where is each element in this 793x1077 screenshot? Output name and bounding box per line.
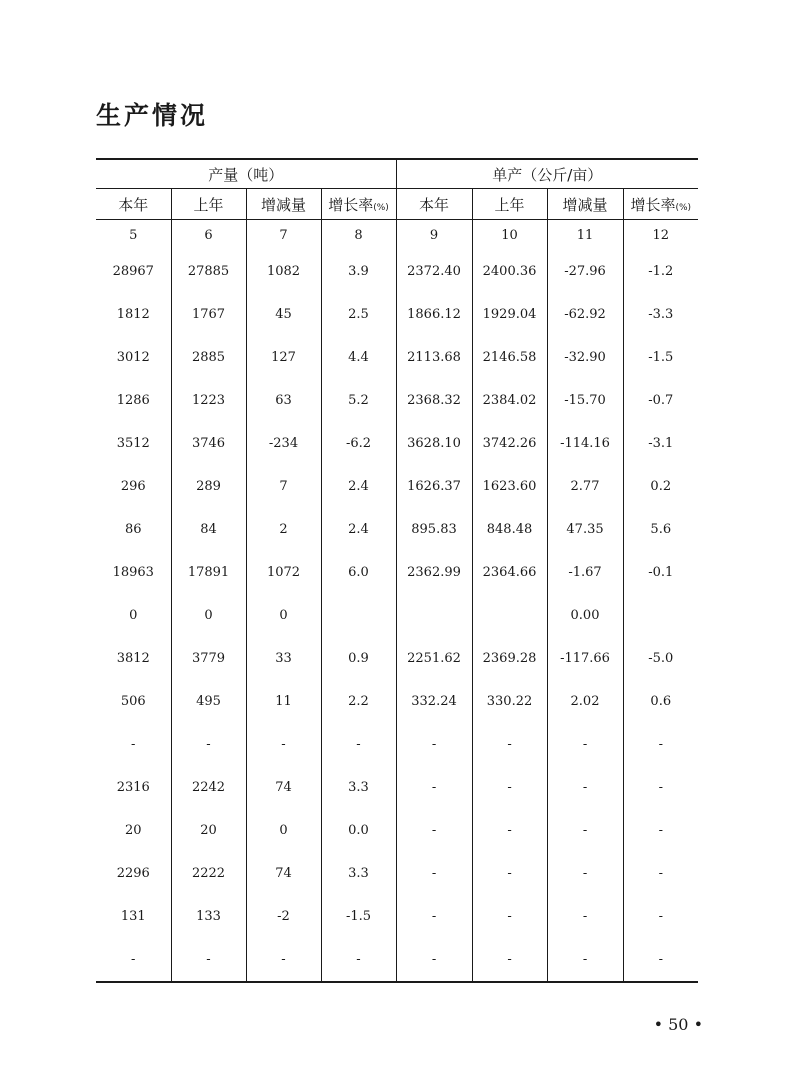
table-cell: - bbox=[472, 809, 547, 852]
table-cell: 28967 bbox=[112, 264, 154, 279]
table-row bbox=[96, 895, 698, 938]
table-cell: 2384.02 bbox=[472, 379, 547, 422]
table-cell: -0.1 bbox=[623, 551, 698, 594]
column-header bbox=[96, 189, 171, 220]
table-cell: - bbox=[623, 895, 698, 938]
table-cell: - bbox=[246, 723, 321, 766]
group-header-row bbox=[96, 159, 698, 189]
table-cell: - bbox=[396, 809, 472, 852]
column-number: 10 bbox=[472, 220, 547, 251]
table-cell: 17891 bbox=[171, 551, 246, 594]
table-cell: - bbox=[171, 723, 246, 766]
table-cell: 2368.32 bbox=[396, 379, 472, 422]
table-cell: 506 bbox=[120, 694, 146, 709]
table-cell: 296 bbox=[120, 479, 146, 494]
table-cell bbox=[472, 594, 547, 637]
table-cell: 3812 bbox=[116, 651, 150, 666]
table-cell bbox=[321, 594, 396, 637]
table-row bbox=[96, 250, 698, 293]
table-row bbox=[96, 422, 698, 465]
table-cell: 3012 bbox=[116, 350, 150, 365]
table-cell: - bbox=[472, 938, 547, 982]
table-cell: - bbox=[547, 938, 623, 982]
table-cell: - bbox=[623, 938, 698, 982]
table-cell: 74 bbox=[246, 852, 321, 895]
table-row bbox=[96, 680, 698, 723]
table-row bbox=[96, 723, 698, 766]
table-cell: -0.7 bbox=[623, 379, 698, 422]
table-cell: 2.77 bbox=[547, 465, 623, 508]
column-header bbox=[171, 189, 246, 220]
table-cell: - bbox=[131, 737, 136, 752]
table-cell: 5.2 bbox=[321, 379, 396, 422]
table-cell: 86 bbox=[124, 522, 142, 537]
table-cell: 133 bbox=[171, 895, 246, 938]
table-cell: - bbox=[623, 809, 698, 852]
column-number: 12 bbox=[623, 220, 698, 251]
table-cell: -3.1 bbox=[623, 422, 698, 465]
table-cell: - bbox=[623, 723, 698, 766]
table-cell: 2.4 bbox=[321, 465, 396, 508]
table-cell: -5.0 bbox=[623, 637, 698, 680]
table-cell: -1.5 bbox=[321, 895, 396, 938]
table-cell: 20 bbox=[171, 809, 246, 852]
table-cell: 1626.37 bbox=[396, 465, 472, 508]
table-row bbox=[96, 551, 698, 594]
table-cell: - bbox=[96, 938, 171, 982]
table-cell: 895.83 bbox=[396, 508, 472, 551]
table-cell: 2364.66 bbox=[472, 551, 547, 594]
column-header-label: 增长率 bbox=[328, 195, 374, 214]
table-row bbox=[96, 766, 698, 809]
table-cell: 330.22 bbox=[472, 680, 547, 723]
table-cell: 0 bbox=[171, 594, 246, 637]
page-number: • 50 • bbox=[653, 1015, 703, 1034]
table-cell: - bbox=[171, 938, 246, 982]
table-cell: 2296 bbox=[116, 866, 150, 881]
table-row bbox=[96, 379, 698, 422]
table-row bbox=[96, 637, 698, 680]
column-number: 8 bbox=[321, 220, 396, 251]
column-number: 7 bbox=[246, 220, 321, 251]
table-cell: 33 bbox=[246, 637, 321, 680]
table-row bbox=[96, 465, 698, 508]
table-cell: 1082 bbox=[246, 250, 321, 293]
table-cell: - bbox=[623, 852, 698, 895]
table-cell: 1072 bbox=[246, 551, 321, 594]
table-cell: 0 bbox=[246, 809, 321, 852]
table-cell: 3628.10 bbox=[396, 422, 472, 465]
table-cell: 2.02 bbox=[547, 680, 623, 723]
table-cell: - bbox=[396, 852, 472, 895]
column-number-row bbox=[96, 220, 698, 251]
table-cell: 3512 bbox=[116, 436, 150, 451]
column-number: 9 bbox=[396, 220, 472, 251]
table-cell bbox=[396, 594, 472, 637]
table-cell: 20 bbox=[124, 823, 142, 838]
table-cell: 1623.60 bbox=[472, 465, 547, 508]
column-number: 5 bbox=[129, 227, 138, 243]
column-header-label: 增长率 bbox=[630, 195, 676, 214]
table-cell: - bbox=[547, 852, 623, 895]
table-cell: 2400.36 bbox=[472, 250, 547, 293]
table-row bbox=[96, 852, 698, 895]
group-header-output: 产量（吨） bbox=[96, 159, 396, 189]
table-cell: -27.96 bbox=[547, 250, 623, 293]
table-cell: 3742.26 bbox=[472, 422, 547, 465]
column-header bbox=[246, 189, 321, 220]
table-cell: 1223 bbox=[171, 379, 246, 422]
column-header-label: 本年 bbox=[118, 195, 149, 214]
table-cell: -1.2 bbox=[623, 250, 698, 293]
column-number: 6 bbox=[171, 220, 246, 251]
table-cell: 2113.68 bbox=[396, 336, 472, 379]
table-cell: -117.66 bbox=[547, 637, 623, 680]
table-row bbox=[96, 336, 698, 379]
column-header bbox=[321, 189, 396, 220]
table-cell: - bbox=[547, 766, 623, 809]
column-header-label: 增减量 bbox=[260, 195, 306, 214]
table-cell: -62.92 bbox=[547, 293, 623, 336]
table-cell: 2369.28 bbox=[472, 637, 547, 680]
table-cell: 3.3 bbox=[321, 766, 396, 809]
table-cell: -32.90 bbox=[547, 336, 623, 379]
table-cell: - bbox=[547, 809, 623, 852]
table-cell: 131 bbox=[120, 909, 146, 924]
table-cell: -6.2 bbox=[321, 422, 396, 465]
table-cell: 848.48 bbox=[472, 508, 547, 551]
column-header-unit: (%) bbox=[373, 202, 389, 213]
table-cell: - bbox=[396, 938, 472, 982]
table-cell: - bbox=[623, 766, 698, 809]
column-header-label: 上年 bbox=[193, 195, 224, 214]
column-header-label: 增减量 bbox=[562, 195, 608, 214]
table-cell: 3.9 bbox=[321, 250, 396, 293]
table-cell: 45 bbox=[246, 293, 321, 336]
table-cell: -1.5 bbox=[623, 336, 698, 379]
table-cell: - bbox=[472, 723, 547, 766]
table-cell: 74 bbox=[246, 766, 321, 809]
table-cell: 2372.40 bbox=[396, 250, 472, 293]
table-cell: - bbox=[547, 723, 623, 766]
table-cell: 0.0 bbox=[321, 809, 396, 852]
table-cell: 332.24 bbox=[396, 680, 472, 723]
table-cell: 0 bbox=[129, 608, 138, 623]
table-cell: 495 bbox=[171, 680, 246, 723]
table-cell: - bbox=[472, 766, 547, 809]
table-cell: - bbox=[396, 895, 472, 938]
column-header bbox=[547, 189, 623, 220]
group-header-yield: 单产（公斤/亩） bbox=[396, 159, 698, 189]
table-cell: -1.67 bbox=[547, 551, 623, 594]
column-header-row bbox=[96, 189, 698, 220]
table-cell: - bbox=[472, 852, 547, 895]
table-row bbox=[96, 508, 698, 551]
column-header-label: 本年 bbox=[419, 195, 450, 214]
table-cell: 18963 bbox=[112, 565, 154, 580]
table-cell: -114.16 bbox=[547, 422, 623, 465]
table-cell: 289 bbox=[171, 465, 246, 508]
table-cell: 3746 bbox=[171, 422, 246, 465]
table-cell: 2146.58 bbox=[472, 336, 547, 379]
table-cell: 1812 bbox=[116, 307, 150, 322]
column-number: 11 bbox=[547, 220, 623, 251]
table-cell: 2251.62 bbox=[396, 637, 472, 680]
page-title: 生产情况 bbox=[96, 101, 209, 130]
table-cell: 4.4 bbox=[321, 336, 396, 379]
table-cell: 5.6 bbox=[623, 508, 698, 551]
table-row bbox=[96, 938, 698, 982]
table-cell: 127 bbox=[246, 336, 321, 379]
table-cell: - bbox=[246, 938, 321, 982]
table-cell: 0.9 bbox=[321, 637, 396, 680]
table-cell: 2.4 bbox=[321, 508, 396, 551]
table-cell: 84 bbox=[171, 508, 246, 551]
table-cell: -15.70 bbox=[547, 379, 623, 422]
table-cell: 2242 bbox=[171, 766, 246, 809]
table-cell: - bbox=[472, 895, 547, 938]
table-cell: - bbox=[321, 723, 396, 766]
table-cell: 2316 bbox=[116, 780, 150, 795]
column-header bbox=[396, 189, 472, 220]
table-cell: -3.3 bbox=[623, 293, 698, 336]
table-cell: 63 bbox=[246, 379, 321, 422]
table-cell: 11 bbox=[246, 680, 321, 723]
table-cell: 27885 bbox=[171, 250, 246, 293]
table-cell: - bbox=[547, 895, 623, 938]
table-cell: - bbox=[396, 766, 472, 809]
table-cell bbox=[623, 594, 698, 637]
table-cell: 1866.12 bbox=[396, 293, 472, 336]
column-header bbox=[623, 189, 698, 220]
table-cell: -2 bbox=[246, 895, 321, 938]
table-cell: 3779 bbox=[171, 637, 246, 680]
table-cell: 3.3 bbox=[321, 852, 396, 895]
table-cell: 47.35 bbox=[547, 508, 623, 551]
column-header-unit: (%) bbox=[675, 202, 692, 213]
table-cell: 7 bbox=[246, 465, 321, 508]
table-cell: - bbox=[396, 723, 472, 766]
table-cell: 2.2 bbox=[321, 680, 396, 723]
column-header bbox=[472, 189, 547, 220]
table-cell: 2 bbox=[246, 508, 321, 551]
table-cell: 2.5 bbox=[321, 293, 396, 336]
table-cell: 0.6 bbox=[623, 680, 698, 723]
table-cell: 0.00 bbox=[547, 594, 623, 637]
table-row bbox=[96, 594, 698, 637]
table-cell: 1767 bbox=[171, 293, 246, 336]
table-body bbox=[96, 220, 698, 983]
table-cell: 1286 bbox=[116, 393, 150, 408]
table-cell: 2362.99 bbox=[396, 551, 472, 594]
column-header-label: 上年 bbox=[494, 195, 525, 214]
table-cell: 2222 bbox=[171, 852, 246, 895]
table-row bbox=[96, 293, 698, 336]
table-cell: 6.0 bbox=[321, 551, 396, 594]
table-cell: 0.2 bbox=[623, 465, 698, 508]
table-row bbox=[96, 809, 698, 852]
table-cell: -234 bbox=[246, 422, 321, 465]
table-cell: 1929.04 bbox=[472, 293, 547, 336]
production-table bbox=[96, 158, 698, 983]
table-cell: - bbox=[321, 938, 396, 982]
table-cell: 2885 bbox=[171, 336, 246, 379]
table-cell: 0 bbox=[246, 594, 321, 637]
